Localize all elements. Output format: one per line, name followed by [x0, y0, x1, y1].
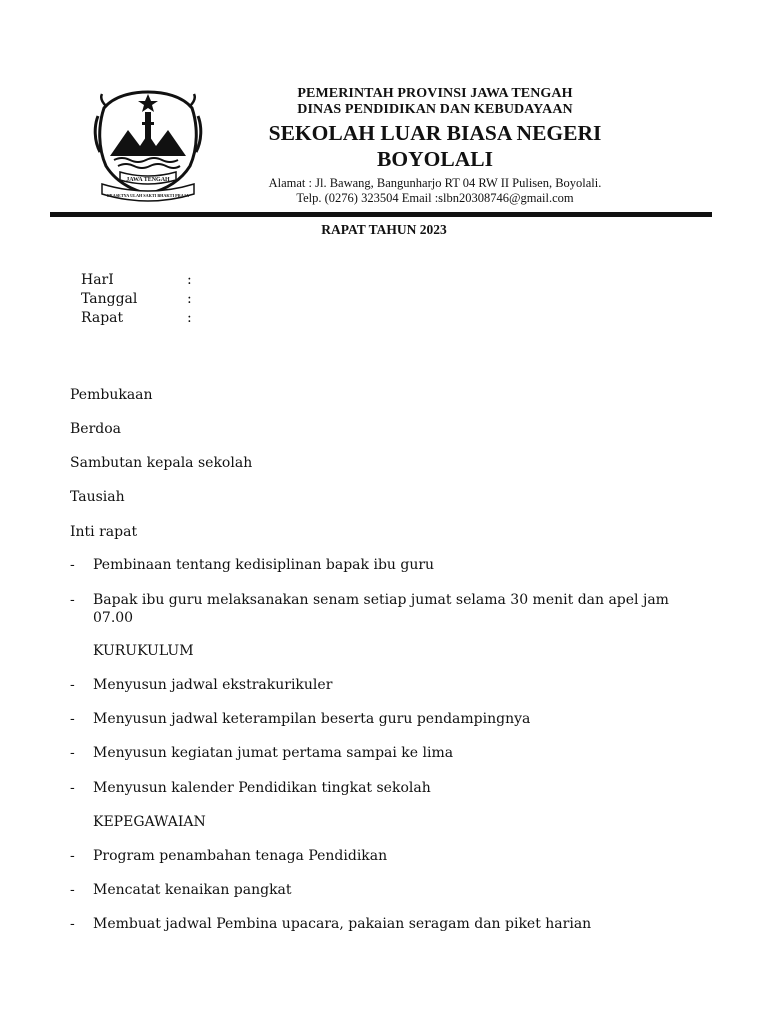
list-item-text: Pembinaan tentang kedisiplinan bapak ibu guru: [93, 557, 435, 573]
bullet-dash: -: [70, 677, 75, 693]
agenda-item: Sambutan kepala sekolah: [70, 455, 253, 471]
list-item-text: Menyusun kegiatan jumat pertama sampai ke lima: [93, 745, 454, 761]
section-heading-kepegawaian: KEPEGAWAIAN: [93, 814, 206, 830]
bullet-dash: -: [70, 916, 75, 932]
list-item-text: Bapak ibu guru melaksanakan senam setiap jumat selama 30 menit dan apel jam 07.00: [93, 592, 669, 626]
letterhead-divider: [50, 212, 712, 217]
meta-colon: :: [187, 272, 192, 288]
logo-banner-top: JAWA TENGAH: [126, 177, 170, 183]
bullet-dash: -: [70, 882, 75, 898]
letterhead-text: [245, 86, 625, 206]
meta-label: HarI: [81, 272, 114, 288]
bullet-dash: -: [70, 557, 75, 573]
letterhead: [0, 0, 768, 225]
agenda-item: Berdoa: [70, 421, 122, 437]
bullet-dash: -: [70, 711, 75, 727]
jawa-tengah-emblem: [92, 86, 204, 202]
department-name: DINAS PENDIDIKAN DAN KEBUDAYAAN: [297, 102, 573, 117]
meta-row-meeting: [81, 309, 192, 328]
document-title: RAPAT TAHUN 2023: [321, 222, 447, 237]
school-city: BOYOLALI: [377, 147, 493, 171]
school-name: SEKOLAH LUAR BIASA NEGERI: [268, 121, 602, 145]
list-item-text: Program penambahan tenaga Pendidikan: [93, 848, 388, 864]
meta-colon: :: [187, 310, 192, 326]
bullet-dash: -: [70, 745, 75, 761]
section-heading-kurikulum: KURUKULUM: [93, 643, 194, 659]
government-name: PEMERINTAH PROVINSI JAWA TENGAH: [297, 86, 573, 101]
logo-banner-bottom: PRASETYA ULAH SAKTI BHAKTI PRAJA: [107, 193, 189, 198]
bullet-dash: -: [70, 848, 75, 864]
agenda-item: Tausiah: [70, 489, 125, 505]
list-item-text: Menyusun jadwal keterampilan beserta guru pendampingnya: [93, 711, 531, 727]
agenda-item: Inti rapat: [70, 524, 138, 540]
meeting-meta: [81, 271, 192, 328]
meta-label: Tanggal: [81, 291, 138, 307]
list-item-text: Membuat jadwal Pembina upacara, pakaian seragam dan piket harian: [93, 916, 592, 932]
bullet-dash: -: [70, 780, 75, 796]
meta-colon: :: [187, 291, 192, 307]
meta-row-date: [81, 290, 192, 309]
list-item-text: Menyusun kalender Pendidikan tingkat sekolah: [93, 780, 431, 796]
list-item-text: Mencatat kenaikan pangkat: [93, 882, 292, 898]
agenda-item: Pembukaan: [70, 387, 153, 403]
list-item-text: Menyusun jadwal ekstrakurikuler: [93, 677, 333, 693]
bullet-dash: -: [70, 592, 75, 608]
meta-label: Rapat: [81, 310, 124, 326]
school-contact: Telp. (0276) 323504 Email :slbn20308746@gmail.com: [296, 191, 574, 205]
school-address: Alamat : Jl. Bawang, Bangunharjo RT 04 RW II Pulisen, Boyolali.: [268, 176, 602, 190]
meta-row-day: [81, 271, 192, 290]
